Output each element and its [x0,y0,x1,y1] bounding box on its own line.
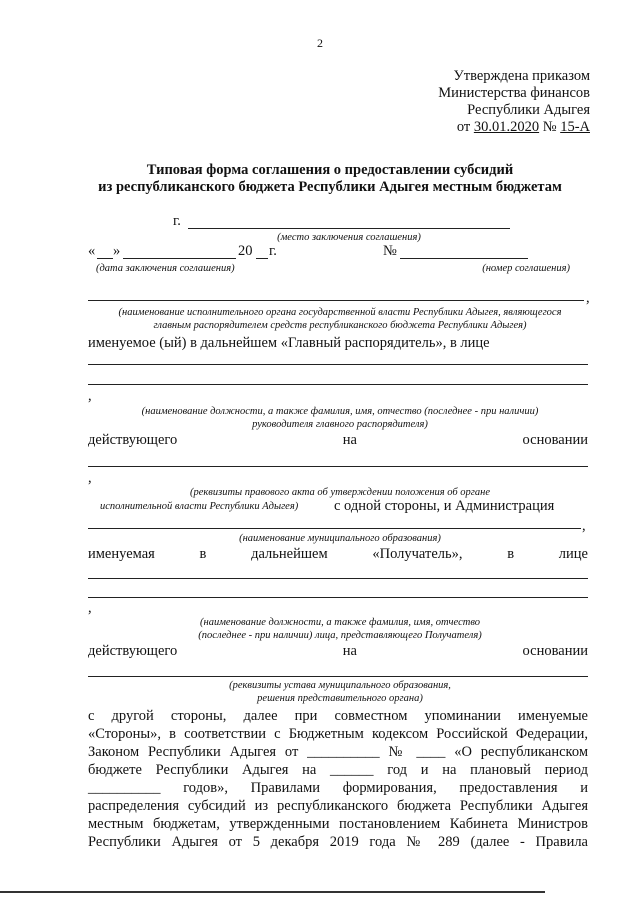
approval-date: 30.01.2020 [473,119,540,135]
agreement-number-blank [400,258,528,259]
day-blank [97,258,113,259]
page-number: 2 [317,36,323,50]
document-title: Типовая форма соглашения о предоставлении субсидий из республиканского бюджета Республики Адыгея местным бюджетам [98,162,562,195]
head-blank-1 [88,364,588,365]
agreement-number-sign: № [383,243,397,259]
head-blank-2 [88,384,588,385]
position-caption-1: (наименование должности, а также фамилия, имя, отчество (последнее - при наличии) [141,406,539,417]
charter-blank [88,676,588,677]
authority-caption-2: главным распорядителем средств республиканского бюджета Республики Адыгея) [153,320,527,331]
approval-number: 15-А [560,119,590,135]
rep-blank-1 [88,578,588,579]
hereinafter-main-text: именуемое (ый) в дальнейшем «Главный распорядитель», в лице [88,335,490,351]
municipality-blank [88,528,581,529]
head-comma: , [88,388,92,404]
municipality-comma: , [582,518,586,534]
one-side-text: с одной стороны, и Администрация [334,498,555,514]
place-caption: (место заключения соглашения) [277,232,421,243]
act-caption-1: (реквизиты правового акта об утверждении положения об органе [189,487,491,498]
rep-blank-2 [88,597,588,598]
place-prefix: г. [173,213,181,229]
position-caption-2: руководителя главного распорядителя) [252,419,428,430]
main-paragraph: с другой стороны, далее при совместном упоминании именуемые «Стороны», в соответствии с Бюджетным кодексом Российской Федерации, Законом Республики Адыгея от __________ № ____ «О республиканском бюджете Республики Адыгея на ______ год и на плановый период __________ годов», Правилами формирования, предоставления и распределения субсидий из республиканского бюджета Республики Адыгея местным бюджетам, утвержденными постановлением Кабинета Министров Республики Адыгея от 5 декабря 2019 года № 289 (далее - Правила [88,708,588,850]
authority-comma: , [586,290,590,306]
basis-comma: , [88,470,92,486]
year-prefix: 20 [238,243,253,259]
year-suffix: г. [269,243,277,259]
rep-caption-1: (наименование должности, а также фамилия, имя, отчество [200,617,480,628]
named-row: именуемая в дальнейшем «Получатель», в лице [88,546,588,562]
approval-line-3: Республики Адыгея [467,102,590,118]
date-caption: (дата заключения соглашения) [96,263,235,274]
number-caption: (номер соглашения) [482,263,570,274]
acting-row-2: действующего на основании [88,643,588,659]
place-blank [188,228,510,229]
scan-bottom-rule [0,891,545,893]
charter-caption-1: (реквизиты устава муниципального образования, [229,680,451,691]
approval-line-4: от 30.01.2020 № 15-А [456,119,590,135]
date-quote-right: » [113,243,121,259]
month-blank [123,258,236,259]
approval-stamp [438,68,590,136]
date-quote-left: « [88,243,96,259]
basis-blank [88,466,588,467]
act-caption-2: исполнительной власти Республики Адыгея) [100,501,299,512]
charter-caption-2: решения представительного органа) [257,693,423,704]
acting-row: действующего на основании [88,432,588,448]
approval-line-1: Утверждена приказом [453,68,590,84]
authority-caption-1: (наименование исполнительного органа государственной власти Республики Адыгея, являющегося [118,307,562,318]
rep-caption-2: (последнее - при наличии) лица, представляющего Получателя) [198,630,482,641]
authority-blank [88,300,584,301]
municipality-caption: (наименование муниципального образования) [239,533,441,544]
approval-line-2: Министерства финансов [438,85,590,101]
rep-comma: , [88,600,92,616]
year-blank [256,258,268,259]
